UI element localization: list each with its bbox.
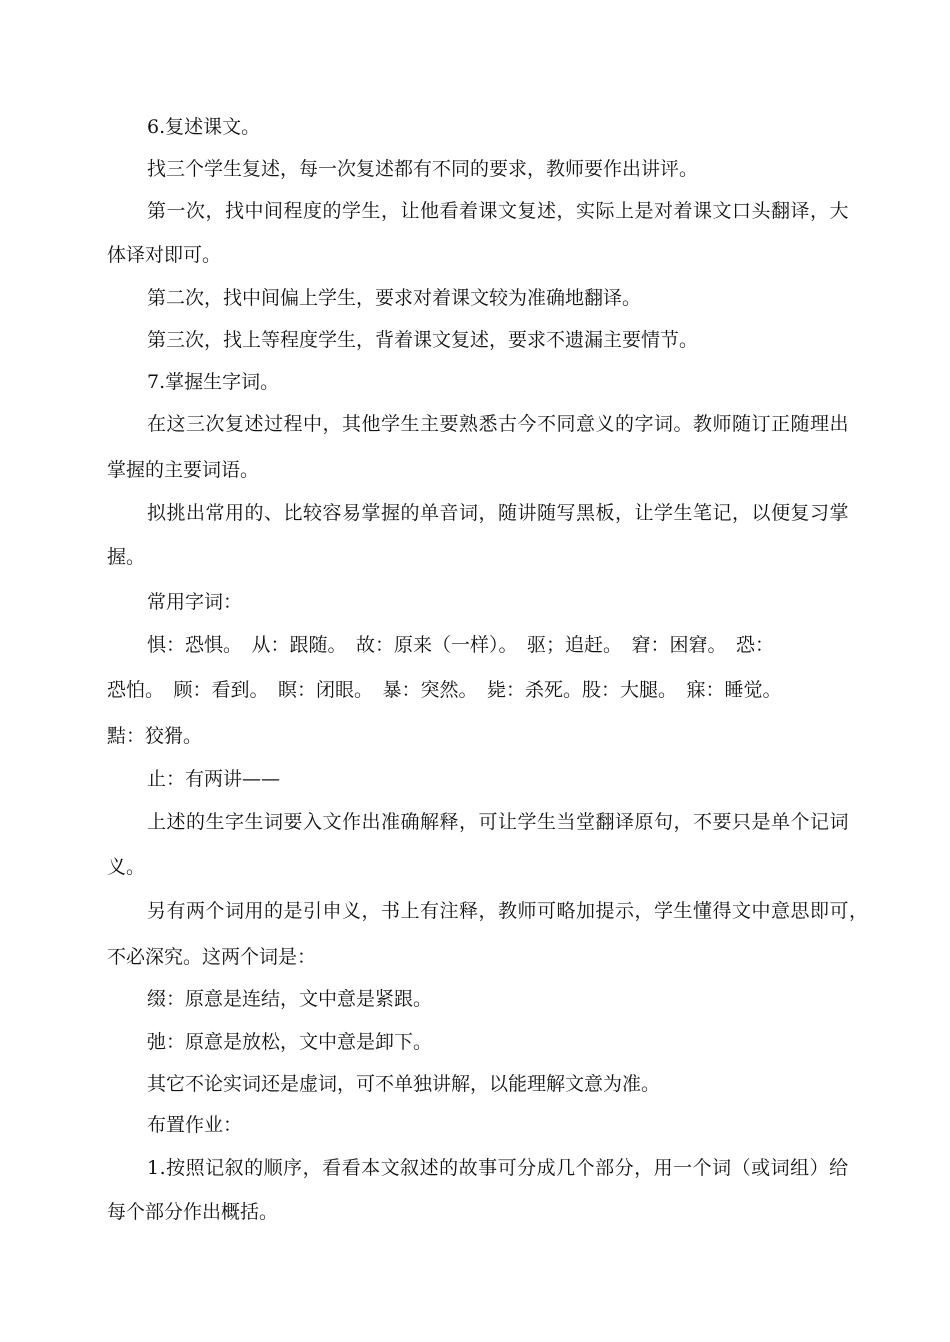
paragraph-line: 在这三次复述过程中，其他学生主要熟悉古今不同意义的字词。教师随订正随理出 (147, 413, 850, 435)
vocab-line: 黠：狡猾。 (107, 725, 203, 747)
paragraph-line: 止：有两讲—— (147, 768, 281, 790)
paragraph-line: 每个部分作出概括。 (107, 1201, 279, 1223)
paragraph-line: 另有两个词用的是引申义，书上有注释，教师可略加提示，学生懂得文中意思即可， (147, 900, 869, 922)
paragraph-line: 第二次，找中间偏上学生，要求对着课文较为准确地翻译。 (147, 287, 642, 309)
paragraph-line: 上述的生字生词要入文作出准确解释，可让学生当堂翻译原句，不要只是单个记词 (147, 811, 850, 833)
vocab-line: 惧：恐惧。 从：跟随。 故：原来（一样）。 驱；追赶。 窘：困窘。 恐： (147, 634, 775, 656)
paragraph-line: 其它不论实词还是虚词，可不单独讲解，以能理解文意为准。 (147, 1073, 661, 1095)
paragraph-line: 第三次，找上等程度学生，背着课文复述，要求不遗漏主要情节。 (147, 329, 699, 351)
paragraph-line: 拟挑出常用的、比较容易掌握的单音词，随讲随写黑板，让学生笔记，以便复习掌 (147, 502, 850, 524)
paragraph-line: 1.按照记叙的顺序，看看本文叙述的故事可分成几个部分，用一个词（或词组）给 (147, 1157, 849, 1179)
paragraph-line: 握。 (107, 546, 146, 568)
paragraph-line: 义。 (107, 856, 146, 878)
paragraph-line: 缀：原意是连结，文中意是紧跟。 (147, 988, 433, 1010)
heading-homework: 布置作业： (147, 1114, 243, 1136)
paragraph-line: 弛：原意是放松，文中意是卸下。 (147, 1031, 433, 1053)
paragraph-line: 体译对即可。 (107, 244, 222, 266)
paragraph-line: 不必深究。这两个词是： (107, 946, 317, 968)
heading-retell: 6.复述课文。 (147, 116, 261, 138)
paragraph-line: 第一次，找中间程度的学生，让他看着课文复述，实际上是对着课文口头翻译，大 (147, 200, 850, 222)
heading-vocabulary: 7.掌握生字词。 (147, 371, 280, 393)
vocab-line: 恐怕。 顾：看到。 瞑：闭眼。 暴：突然。 毙：杀死。股：大腿。 寐：睡觉。 (107, 679, 782, 701)
paragraph-line: 找三个学生复述，每一次复述都有不同的要求，教师要作出讲评。 (147, 158, 699, 180)
paragraph-line: 常用字词： (147, 591, 243, 613)
paragraph-line: 掌握的主要词语。 (107, 459, 260, 481)
